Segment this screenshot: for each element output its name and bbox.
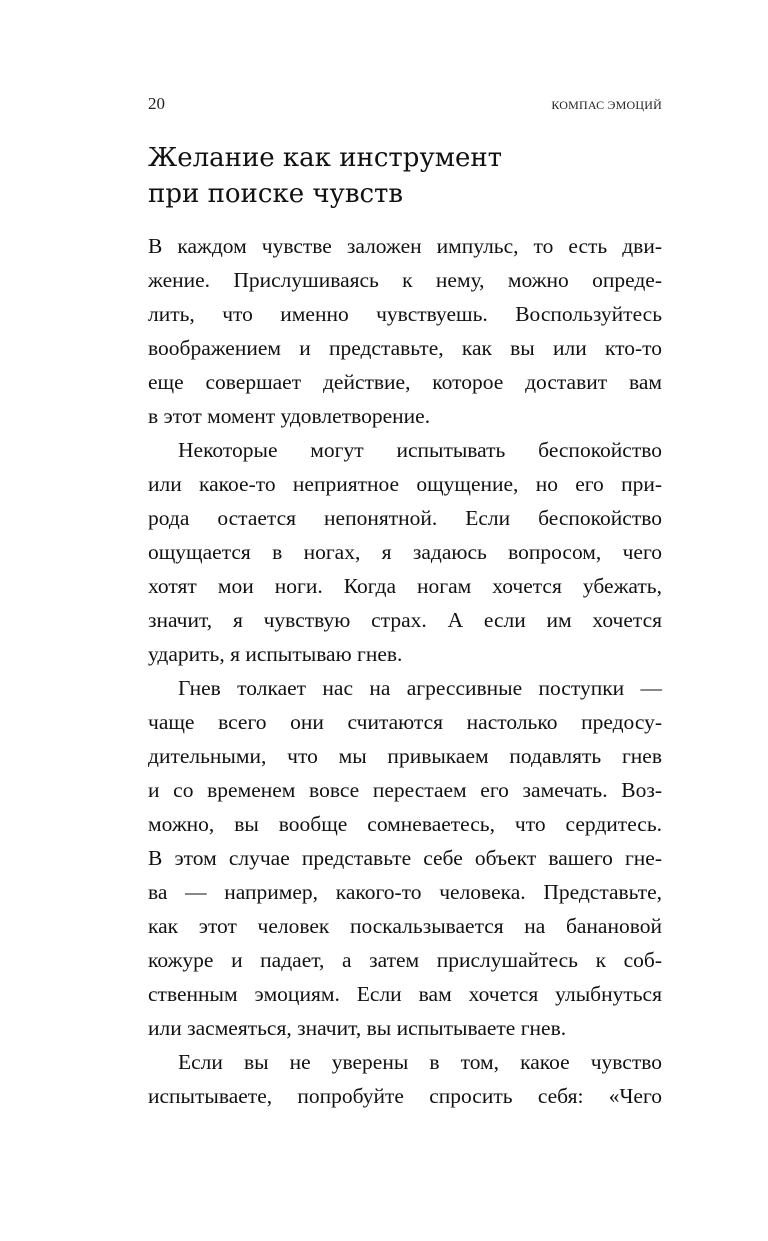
- text-line: ственным эмоциям. Если вам хочется улыбнуться: [148, 982, 662, 1006]
- text-line: еще совершает действие, которое доставит вам: [148, 370, 662, 394]
- text-line: ощущается в ногах, я задаюсь вопросом, чего: [148, 540, 662, 564]
- text-line: и со временем вовсе перестаем его замечать. Воз-: [148, 778, 662, 802]
- running-book-title: КОМПАС ЭМОЦИЙ: [551, 98, 662, 112]
- chapter-title-line: при поиске чувств: [148, 179, 404, 209]
- paragraph: [148, 1045, 662, 1113]
- chapter-title: [148, 140, 662, 212]
- text-line: можно, вы вообще сомневаетесь, что сердитесь.: [148, 812, 662, 836]
- text-line: рода остается непонятной. Если беспокойство: [148, 506, 662, 530]
- text-line: лить, что именно чувствуешь. Воспользуйтесь: [148, 302, 662, 326]
- text-line: в этот момент удовлетворение.: [148, 404, 431, 428]
- text-line: дительными, что мы привыкаем подавлять гнев: [148, 744, 662, 768]
- text-line: жение. Прислушиваясь к нему, можно опреде-: [148, 268, 662, 292]
- text-line: хотят мои ноги. Когда ногам хочется убежать,: [148, 574, 662, 598]
- text-line: Если вы не уверены в том, какое чувство: [178, 1050, 662, 1074]
- text-line: чаще всего они считаются настолько предосу-: [148, 710, 662, 734]
- text-line: В этом случае представьте себе объект вашего гне-: [148, 846, 662, 870]
- text-line: В каждом чувстве заложен импульс, то есть дви-: [148, 234, 662, 258]
- text-line: Гнев толкает нас на агрессивные поступки —: [178, 676, 662, 700]
- chapter-title-line: Желание как инструмент: [148, 143, 503, 173]
- text-line: как этот человек поскальзывается на банановой: [148, 914, 662, 938]
- paragraph: [148, 433, 662, 671]
- text-line: или какое-то неприятное ощущение, но его при-: [148, 472, 662, 496]
- text-line: Некоторые могут испытывать беспокойство: [178, 438, 662, 462]
- text-line: ва — например, какого-то человека. Представьте,: [148, 880, 662, 904]
- text-line: или засмеяться, значит, вы испытываете гнев.: [148, 1016, 567, 1040]
- running-head: [148, 94, 662, 114]
- paragraph: [148, 229, 662, 433]
- paragraph: [148, 671, 662, 1045]
- body-text: [148, 229, 662, 1113]
- text-line: кожуре и падает, а затем прислушайтесь к соб-: [148, 948, 662, 972]
- text-line: испытываете, попробуйте спросить себя: «Чего: [148, 1084, 662, 1108]
- page-number: 20: [148, 94, 165, 113]
- text-line: значит, я чувствую страх. А если им хочется: [148, 608, 662, 632]
- text-line: воображением и представьте, как вы или кто-то: [148, 336, 662, 360]
- text-line: ударить, я испытываю гнев.: [148, 642, 403, 666]
